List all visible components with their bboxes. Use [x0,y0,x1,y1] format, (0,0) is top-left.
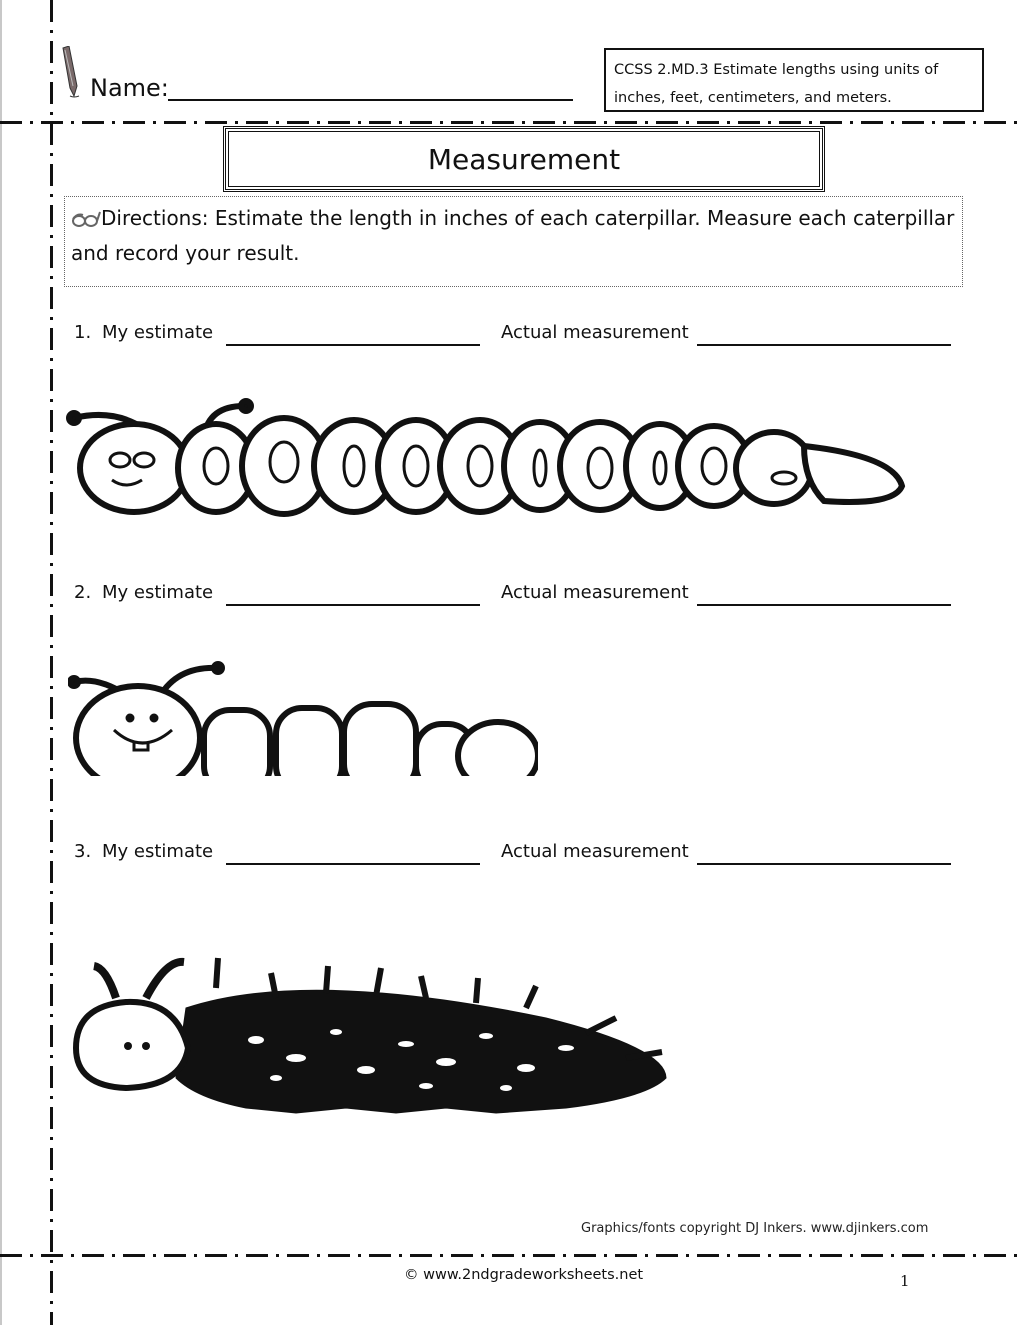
directions-box [64,196,963,287]
pencil-icon [60,46,80,98]
question-row-1 [74,322,954,352]
actual-field[interactable] [697,344,951,346]
caterpillar-image-1 [64,396,909,521]
question-number: 1. [74,322,92,343]
actual-label: Actual measurement [501,841,689,862]
estimate-label: My estimate [102,841,214,862]
copyright-text: © www.2ndgradeworksheets.net [404,1267,644,1283]
directions-text: Directions: Estimate the length in inches of each caterpillar. Measure each caterpillar and record your result. [71,206,955,265]
question-number: 2. [74,582,92,603]
header-cut-line [0,121,1024,124]
standard-box [604,48,984,112]
estimate-field[interactable] [226,604,480,606]
actual-label: Actual measurement [501,322,689,343]
glasses-icon [71,211,101,227]
question-row-2 [74,582,954,612]
page-number: 1 [900,1272,910,1290]
question-number: 3. [74,841,92,862]
graphics-credit: Graphics/fonts copyright DJ Inkers. www.djinkers.com [581,1221,929,1236]
estimate-label: My estimate [102,582,214,603]
name-field[interactable] [168,99,573,101]
standard-line-2: inches, feet, centimeters, and meters. [614,90,892,106]
standard-line-1: CCSS 2.MD.3 Estimate lengths using units of [614,62,939,78]
title-box [223,126,825,192]
footer-cut-line [0,1254,1024,1257]
caterpillar-image-3 [66,948,670,1116]
estimate-field[interactable] [226,344,480,346]
estimate-label: My estimate [102,322,214,343]
actual-label: Actual measurement [501,582,689,603]
page-title: Measurement [427,142,621,176]
caterpillar-image-2 [68,656,538,776]
actual-field[interactable] [697,863,951,865]
actual-field[interactable] [697,604,951,606]
margin-guide-vertical [50,0,53,1325]
name-label: Name: [90,74,169,102]
estimate-field[interactable] [226,863,480,865]
question-row-3 [74,841,954,871]
page-edge [0,0,2,1325]
